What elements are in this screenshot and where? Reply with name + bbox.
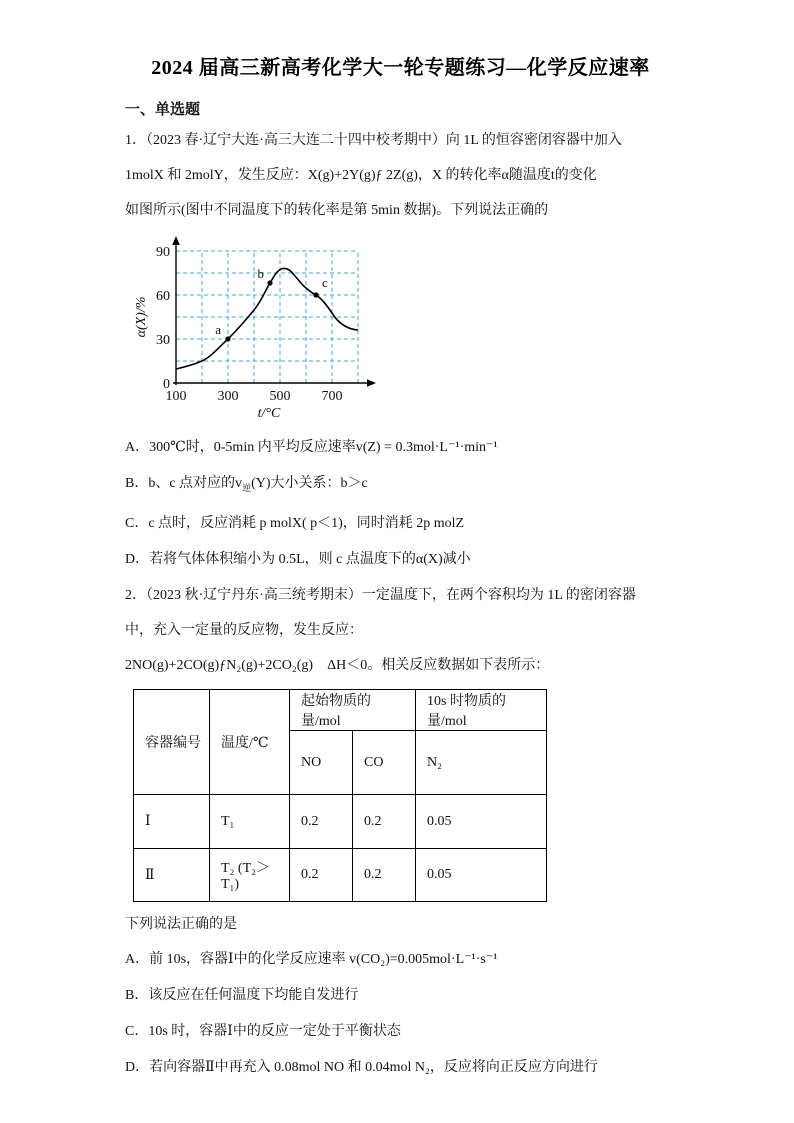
section-heading: 一、单选题 [125, 102, 201, 118]
chart-axes [173, 241, 371, 385]
y-axis-label: α(X)/% [134, 296, 149, 338]
q2-text-line-3: 2NO(g)+2CO(g)ƒN₂(g)+2CO₂(g) ΔH＜0。相关反应数据如下表所示： [125, 658, 550, 673]
table-subheader-n2: N₂ [416, 731, 547, 795]
q2-text-line-1: 2．（2023 秋·辽宁丹东·高三统考期末）一定温度下，在两个容积均为 1L 的密闭容器 [125, 588, 636, 603]
q2-option-a: A．前 10s，容器Ⅰ中的化学反应速率 v(CO₂)=0.005mol·L⁻¹·s⁻¹ [125, 952, 498, 967]
point-b-dot [267, 280, 272, 285]
y-tick-60: 60 [156, 289, 170, 304]
q2-option-b: B．该反应在任何温度下均能自发进行 [125, 988, 359, 1003]
row1-n2-at-10s: 0.05 [416, 795, 547, 849]
row2-co-initial: 0.2 [353, 849, 416, 902]
y-tick-90: 90 [156, 245, 170, 260]
row1-container-id: Ⅰ [134, 795, 210, 849]
x-tick-500: 500 [269, 389, 291, 404]
point-a-dot [225, 336, 230, 341]
table-row-container-2 [134, 849, 547, 902]
x-tick-700: 700 [321, 389, 343, 404]
x-axis-arrow-icon [367, 379, 376, 386]
table-header-initial-amount: 起始物质的量/mol [290, 690, 416, 731]
row2-no-initial: 0.2 [290, 849, 353, 902]
y-axis-arrow-icon [172, 236, 180, 245]
question-1 [125, 123, 676, 578]
y-tick-30: 30 [156, 333, 170, 348]
chart-gridlines [176, 251, 358, 383]
table-row-container-1 [134, 795, 547, 849]
q2-option-c: C．10s 时，容器Ⅰ中的反应一定处于平衡状态 [125, 1024, 401, 1039]
question-2 [125, 578, 676, 1086]
row1-no-initial: 0.2 [290, 795, 353, 849]
point-b-label: b [257, 266, 264, 281]
q2-option-d: D．若向容器Ⅱ中再充入 0.08mol NO 和 0.04mol N₂，反应将向正反应方向进行 [125, 1060, 598, 1075]
point-c-dot [313, 292, 318, 297]
q1-option-b-post: (Y)大小关系：b＞c [251, 476, 368, 491]
table-subheader-no: NO [290, 731, 353, 795]
point-a-label: a [215, 322, 221, 337]
chart-canvas [131, 233, 389, 421]
q2-text-line-2: 中，充入一定量的反应物，发生反应： [125, 623, 363, 638]
x-tick-300: 300 [217, 389, 239, 404]
row2-temperature: T₂ (T₂＞T₁) [210, 849, 290, 902]
row2-container-id: Ⅱ [134, 849, 210, 902]
reaction-data-table [133, 689, 547, 902]
q1-option-b [125, 466, 676, 506]
q1-text-line-2: 1molX 和 2molY，发生反应：X(g)+2Y(g)ƒ 2Z(g)，X 的转化率α随温度t的变化 [125, 168, 597, 183]
row1-temperature: T₁ [210, 795, 290, 849]
row1-co-initial: 0.2 [353, 795, 416, 849]
table-header-container-id: 容器编号 [134, 690, 210, 795]
y-tick-0: 0 [163, 377, 170, 392]
q1-option-a: A．300℃时，0-5min 内平均反应速率v(Z) = 0.3mol·L⁻¹·min⁻¹ [125, 440, 498, 455]
row2-n2-at-10s: 0.05 [416, 849, 547, 902]
page-title: 2024 届高三新高考化学大一轮专题练习—化学反应速率 [151, 57, 650, 79]
conversion-curve [176, 268, 358, 369]
q1-option-c: C．c 点时，反应消耗 p molX( p＜1)，同时消耗 2p molZ [125, 516, 465, 531]
q1-text-line-3: 如图所示(图中不同温度下的转化率是第 5min 数据)。下列说法正确的 [125, 203, 549, 218]
table-subheader-co: CO [353, 731, 416, 795]
q1-option-d: D．若将气体体积缩小为 0.5L，则 c 点温度下的α(X)减小 [125, 552, 471, 567]
q1-text-line-1: 1．（2023 春·辽宁大连·高三大连二十四中校考期中）向 1L 的恒容密闭容器中加入 [125, 133, 622, 148]
point-c-label: c [322, 275, 328, 290]
x-tick-100: 100 [165, 389, 187, 404]
table-header-amount-at-10s: 10s 时物质的量/mol [416, 690, 547, 731]
q1-option-b-subscript: 逆 [242, 483, 252, 493]
x-axis-label: t/°C [257, 406, 281, 421]
alpha-vs-temperature-chart [131, 233, 676, 426]
q1-option-b-pre: B．b、c 点对应的v [125, 476, 243, 491]
q2-question-prompt: 下列说法正确的是 [125, 917, 237, 932]
table-header-temperature: 温度/℃ [210, 690, 290, 795]
